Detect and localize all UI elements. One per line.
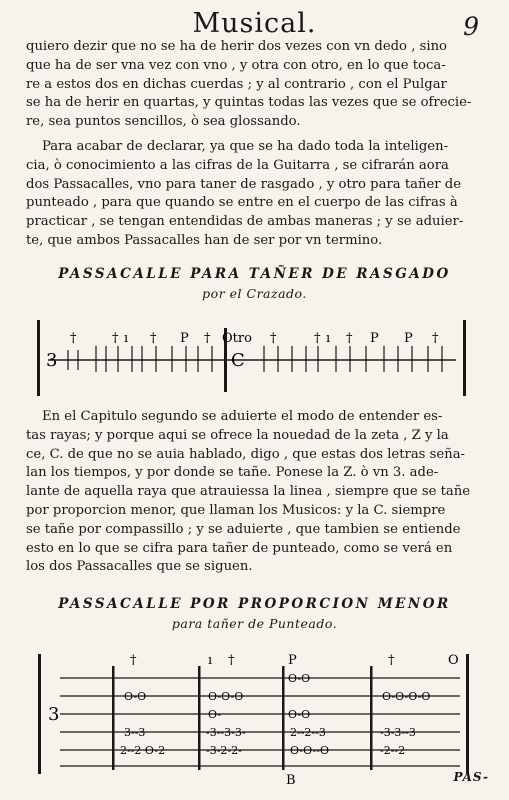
strum-mark: †: [70, 331, 77, 346]
text-line: esto en lo que se cifra para tañer de punteado, como se verá en: [26, 540, 453, 556]
text-line: te, que ambos Passacalles han de ser por vn termino.: [26, 232, 383, 248]
strum-marks: [70, 331, 439, 346]
rhythm-mark: ı: [208, 653, 213, 668]
tab-figure: O-O: [124, 690, 147, 703]
tab-figure: -3--3-3-: [206, 726, 246, 739]
text-line: que ha de ser vna vez con vno , y otra con otro, en lo que toca-: [26, 57, 446, 73]
tab-figure: O-O: [288, 708, 311, 721]
catchword: PAS-: [453, 770, 489, 784]
rhythm-mark: P: [288, 653, 297, 668]
rhythm-mark: †: [228, 653, 235, 668]
tab-figure: 3--3: [124, 726, 146, 739]
tab-figure: -3-2-2-: [206, 744, 242, 757]
meter-sign-3: 3: [48, 704, 60, 725]
text-line: se ha de herir en quartas, y quintas todas las vezes que se ofrecie-: [26, 95, 472, 111]
text-line: lante de aquella raya que atrauiessa la linea , siempre que se tañe: [26, 484, 471, 500]
text-line: tas rayas; y porque aqui se ofrece la nouedad de la zeta , Z y la: [26, 427, 449, 443]
tab-figure: 2--2--3: [290, 726, 326, 739]
strum-mark: †: [270, 331, 277, 346]
rasgado-tablature: [0, 306, 509, 396]
text-line: dos Passacalles, vno para taner de rasgado , y otro para tañer de: [26, 176, 462, 192]
text-line: por proporcion menor, que llaman los Musicos: y la C. siempre: [26, 502, 446, 518]
section-heading-proporcion: PASSACALLE POR PROPORCION MENOR: [58, 596, 451, 612]
strum-mark: ı: [326, 331, 331, 346]
rhythm-mark: O: [448, 653, 459, 668]
section-heading-rasgado: PASSACALLE PARA TAÑER DE RASGADO: [58, 266, 451, 282]
strum-mark: †: [346, 331, 353, 346]
meter-sign-3: 3: [46, 350, 58, 371]
strum-mark: †: [204, 331, 211, 346]
rhythm-marks: [130, 653, 459, 668]
strum-mark: †: [432, 331, 439, 346]
text-line: Para acabar de declarar, ya que se ha dado toda la inteligen-: [42, 139, 449, 154]
strum-mark: Otro: [222, 331, 252, 346]
strum-mark: P: [180, 331, 189, 346]
text-line: punteado , para que quando se entre en el cuerpo de las cifras à: [26, 195, 458, 211]
strum-stems: [68, 346, 442, 372]
tab-figure: O-O--O: [290, 744, 330, 757]
text-line: quiero dezir que no se ha de herir dos vezes con vn dedo , sino: [26, 39, 447, 54]
paragraph-2: [26, 138, 488, 251]
text-line: re, sea puntos sencillos, ò sea glossando.: [26, 114, 301, 130]
rhythm-mark: †: [388, 653, 395, 668]
meter-sign-c: C: [231, 350, 245, 371]
text-line: ce, C. de que no se auia hablado, digo , que estas dos letras seña-: [26, 446, 466, 462]
paragraph-1: [26, 38, 488, 132]
strum-mark: †: [314, 331, 321, 346]
tab-start-bar: [38, 654, 41, 774]
tab-figure: -2--2: [380, 744, 406, 757]
text-line: lan los tiempos, y por donde se tañe. Ponese la Z. ò vn 3. ade-: [26, 465, 439, 481]
tab-figure: O-O-O-O: [382, 690, 431, 703]
strum-mark: †: [150, 331, 157, 346]
text-line: practicar , se tengan entendidas de ambas maneras ; y se aduier-: [26, 214, 464, 230]
text-line: los dos Passacalles que se siguen.: [26, 559, 253, 575]
tab-figure: O-O: [288, 672, 311, 685]
text-line: re a estos dos en dichas cuerdas ; y al contrario , con el Pulgar: [26, 76, 447, 92]
running-title: Musical.: [192, 8, 317, 39]
tab-end-bar: [466, 654, 469, 774]
rhythm-mark: †: [130, 653, 137, 668]
text-line: cia, ò conocimiento a las cifras de la Guitarra , se cifrarán aora: [26, 157, 449, 173]
section-subheading-proporcion: para tañer de Punteado.: [171, 616, 338, 631]
tab-figure: -3-3--3: [380, 726, 416, 739]
paragraph-3: [26, 408, 488, 577]
text-line: En el Capitulo segundo se aduierte el modo de entender es-: [42, 409, 443, 424]
tab-start-bar: [37, 320, 40, 396]
strum-mark: ı: [124, 331, 129, 346]
strum-mark: P: [370, 331, 379, 346]
tab-figure: 2--2 O-2: [120, 744, 166, 757]
text-line: se tañe por compassillo ; y se aduierte , que tambien se entiende: [26, 521, 461, 537]
strum-mark: P: [404, 331, 413, 346]
section-subheading-rasgado: por el Crazado.: [202, 286, 307, 301]
punteado-tablature: [0, 640, 509, 790]
bass-mark: B: [286, 773, 296, 788]
tab-end-bar: [463, 320, 466, 396]
tab-figure: O-O-O: [208, 690, 244, 703]
page-number: 9: [463, 12, 479, 41]
strum-mark: †: [112, 331, 119, 346]
tab-figure: O-: [208, 708, 222, 721]
